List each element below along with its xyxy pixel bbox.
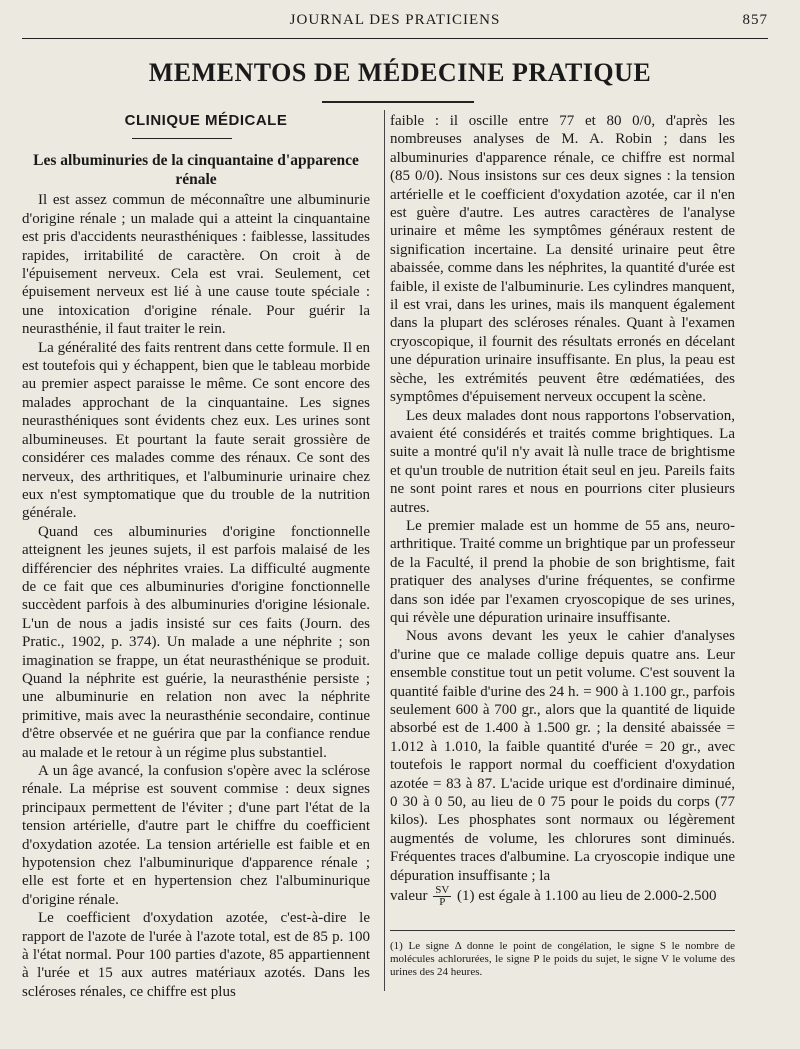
column-divider bbox=[384, 110, 385, 991]
left-paragraph-4: A un âge avancé, la confusion s'opère avec la sclérose rénale. La méprise est souvent commise : deux signes principaux permettent de l'éviter ; d'une part l'état de la tension artérielle, d'autre part le chiffre du coefficient d'oxydation azotée. La tension artérielle est faible et en hypotension chez l'albuminurique d'apparence rénale ; elle est forte et en hypertension chez l'albuminurique d'origine rénale. bbox=[22, 763, 370, 908]
left-paragraph-3: Quand ces albuminuries d'origine fonctionnelle atteignent les jeunes sujets, il est parfois malaisé de les différencier des néphrites vraies. La difficulté augmente de ce fait que ces albuminuries d'origine fonctionnelle succèdent parfois à des albuminuries d'origine lésionale. L'un de nous a jadis insisté sur ces faits (Journ. des Pratic., 1902, p. 374). Un malade a une néphrite ; son imagination se frappe, un état neurasthénique se produit. Quand la néphrite est guérie, la neurasthénie persiste ; une albuminurie en relation non avec la néphrite primitive, mais avec la neurasthénie secondaire, continue d'être observée et ne guérira que par la confiance rendue au malade et le retour à un régime plus substantiel. bbox=[22, 523, 370, 761]
left-paragraph-1: Il est assez commun de méconnaître une albuminurie d'origine rénale ; un malade qui a atteint la cinquantaine est pris d'accidents neurasthéniques : faiblesse, lassitudes rapides, irritabilité de caractère. On croit à de l'épuisement nerveux. Cela est vrai. Seulement, cet épuisement nerveux est lié à une cause toute spéciale : une intoxication d'origine rénale. Pour guérir la neurasthénie, il faut traiter le rein. bbox=[22, 192, 370, 338]
left-paragraph-2: La généralité des faits rentrent dans cette formule. Il en est toutefois qui y échappent, bien que le tableau morbide au premier aspect paraisse le même. Ce sont encore des malades approchant de la cinquantaine. Les signes neurasthéniques sont évidents chez eux. Les urines sont albumineuses. Et pourtant la faute serait grossière de considérer ces malades comme des rénaux. Ce sont des nerveux, des arthritiques, et l'albuminurie urinaire chez eux n'est symptomatique que du trouble de la nutrition générale. bbox=[22, 339, 370, 522]
right-paragraph-1: faible : il oscille entre 77 et 80 0/0, d'après les nombreuses analyses de M. A. Robin ; dans les albuminuries d'apparence rénale, ce chiffre est normal (85 0/0). Nous insistons sur ces deux signes : la tension artérielle et le coefficient d'oxydation azotée, car il n'en est guère d'autre. Les autres caractères de l'analyse urinaire et même les symptômes généraux restent de signification incertaine. La densité urinaire peut être abaissée, comme dans les néphrites, la quantité d'urée est faible, il existe de l'albuminurie. Les cylindres manquent, il est vrai, dans les urines, mais ils manquent également dans la plupart des scléroses rénales. Quant à l'examen cryoscopique, il fournit des résultats erronés en décelant une dépuration urinaire insuffisante. En plus, la peau est sèche, les extrémités peuvent être œdématiées, des symptômes d'épuisement nerveux occupent la scène. bbox=[390, 113, 735, 406]
formula-line bbox=[390, 885, 735, 908]
footnote: (1) Le signe Δ donne le point de congélation, le signe S le nombre de molécules achlorurées, le signe P le poids du sujet, le signe V le volume des urines des 24 heures. bbox=[390, 940, 735, 978]
main-title: MEMENTOS DE MÉDECINE PRATIQUE bbox=[148, 58, 652, 87]
fraction-denominator: P bbox=[439, 896, 446, 909]
running-head bbox=[22, 12, 768, 32]
left-column bbox=[22, 112, 370, 1001]
header-rule bbox=[22, 38, 768, 39]
right-paragraph-3: Le premier malade est un homme de 55 ans, neuro-arthritique. Traité comme un brightique par un professeur de la Faculté, il prend la phobie de son brightisme, fait pratiquer des analyses d'urine fréquentes, se confirme dans son idée par l'examen cryoscopique de ses urines, qui révèle une dépuration urinaire insuffisante. bbox=[390, 517, 735, 626]
formula-prefix: valeur bbox=[390, 888, 428, 904]
article-title: Les albuminuries de la cinquantaine d'apparence rénale bbox=[33, 152, 359, 189]
left-paragraph-5: Le coefficient d'oxydation azotée, c'est-à-dire le rapport de l'azote de l'urée à l'azote total, est de 85 p. 100 à l'état normal. Pour 100 parties d'azote, 85 appartiennent à l'urée et 15 aux autres matériaux azotés. Dans les scléroses rénales, ce chiffre est plus bbox=[22, 910, 370, 1000]
section-heading: CLINIQUE MÉDICALE bbox=[124, 112, 288, 129]
formula-fraction bbox=[433, 885, 451, 908]
formula-suffix: (1) est égale à 1.100 au lieu de 2.000-2.500 bbox=[457, 888, 717, 904]
journal-title: JOURNAL DES PRATICIENS bbox=[289, 12, 501, 28]
fraction-numerator: SV bbox=[435, 884, 450, 897]
right-paragraph-2: Les deux malades dont nous rapportons l'observation, avaient été considérés et traités comme brightiques. La suite a montré qu'il n'y avait là nulle trace de brightisme et qu'un trouble de nutrition était seul en jeu. Pareils faits ne sont point rares et nous en pourrions citer plusieurs autres. bbox=[390, 407, 735, 516]
footnote-rule bbox=[390, 930, 735, 931]
section-rule bbox=[132, 138, 232, 139]
title-rule bbox=[322, 101, 474, 103]
page-number: 857 bbox=[742, 12, 768, 28]
right-column bbox=[390, 112, 735, 908]
right-paragraph-4: Nous avons devant les yeux le cahier d'analyses d'urine que ce malade collige depuis quatre ans. Leur ensemble constitue tout un petit volume. C'est souvent la quantité faible d'urine des 24 h. = 900 à 1.100 gr., parfois seulement 600 à 700 gr., alors que la quantité de liquide absorbé est de 1.400 à 1.500 gr. ; la densité abaissée = 1.012 à 1.010, la faible quantité d'urée = 20 gr., avec toutefois le rapport normal du coefficient d'oxydation azotée = 83 à 87. L'acide urique est d'ordinaire diminué, 0 30 à 0 50, au lieu de 0 75 pour le poids du corps (77 kilos). Les phosphates sont normaux ou légèrement augmentés de volume, les chlorures sont diminués. Fréquentes traces d'albumine. La cryoscopie indique une dépuration insuffisante ; la bbox=[390, 628, 735, 884]
